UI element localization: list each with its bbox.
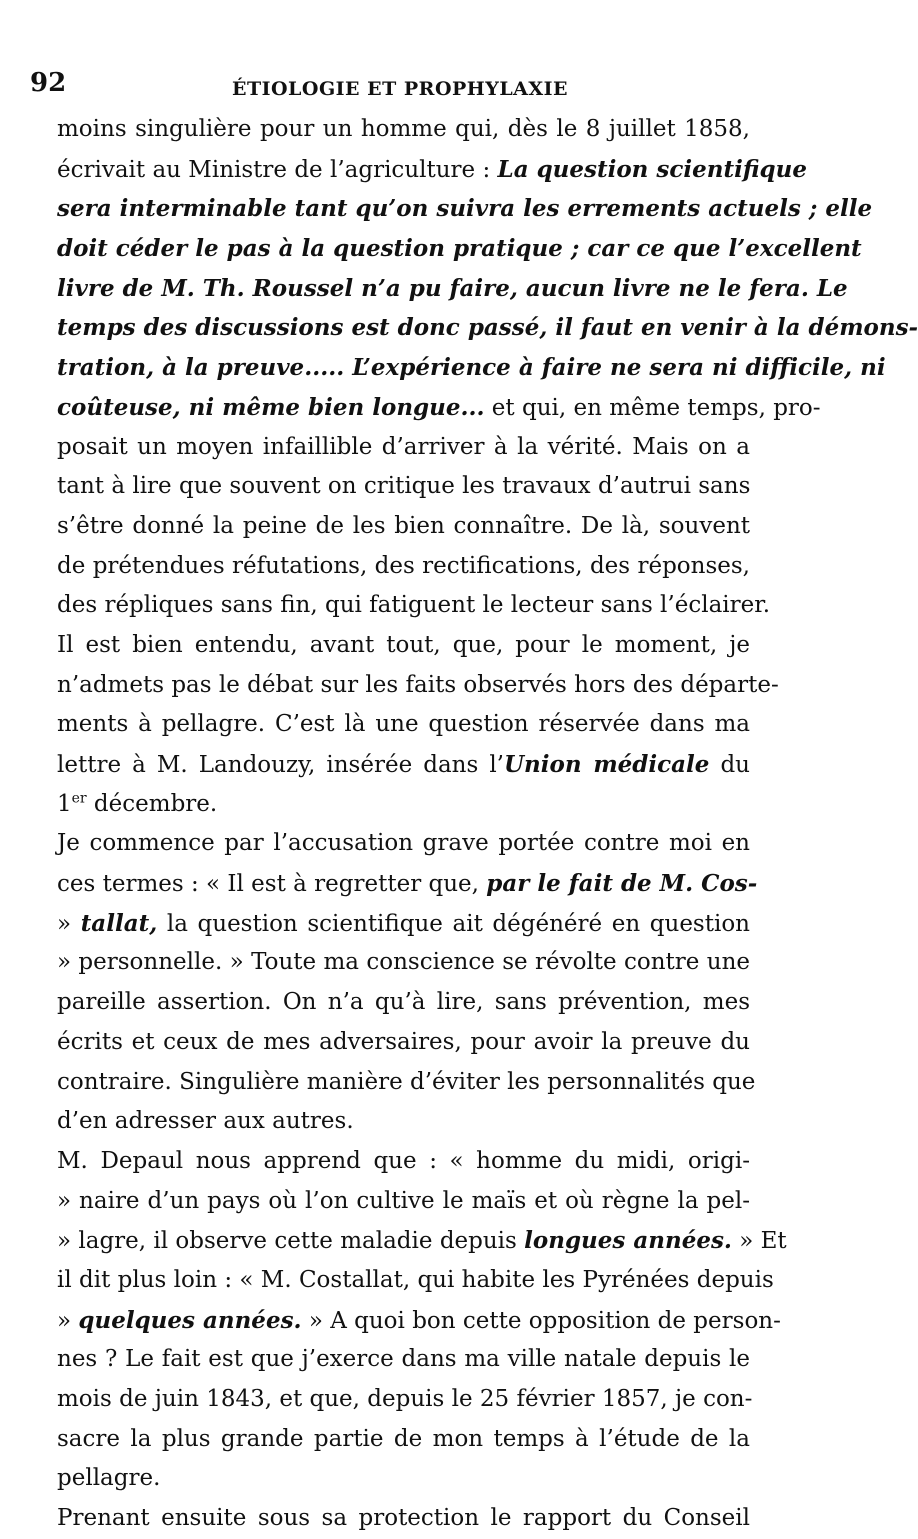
text-line	[57, 348, 886, 388]
italic-text: doit céder le pas à la question pratique ; car ce que l’excellent	[57, 235, 862, 263]
text-line	[57, 1340, 750, 1380]
italic-text: quelques années.	[78, 1306, 302, 1334]
text-segment: Il est bien entendu, avant tout, que, pour le moment, je	[57, 631, 750, 658]
text-line	[57, 705, 750, 745]
text-line	[57, 1459, 750, 1499]
text-line	[57, 388, 821, 428]
text-line	[57, 428, 750, 468]
italic-text: livre de M. Th. Roussel n’a pu faire, aucun livre ne le fera. Le	[57, 274, 848, 302]
text-line	[57, 1182, 750, 1222]
text-segment: contraire. Singulière manière d’éviter les personnalités que	[57, 1068, 756, 1095]
superscript-text: er	[71, 790, 87, 807]
text-line	[57, 1301, 781, 1341]
italic-text: temps des discussions est donc passé, il faut en venir à la démons-	[57, 314, 918, 342]
text-segment: d’en adresser aux autres.	[57, 1108, 354, 1135]
running-title: ÉTIOLOGIE ET PROPHYLAXIE	[231, 78, 569, 100]
italic-text: Union médicale	[504, 751, 710, 778]
text-segment: écrits et ceux de mes adversaires, pour avoir la preuve du	[57, 1028, 750, 1055]
text-line	[57, 269, 848, 309]
text-line	[57, 547, 750, 587]
text-line	[57, 745, 750, 785]
text-line	[57, 626, 750, 666]
text-segment: Prenant ensuite sous sa protection le rapport du Conseil	[57, 1505, 750, 1532]
text-segment: » personnelle. » Toute ma conscience se révolte contre une	[57, 949, 750, 976]
text-line	[57, 308, 918, 348]
italic-text: tallat,	[80, 909, 158, 937]
italic-text: sera interminable tant qu’on suivra les errements actuels ; elle	[57, 195, 873, 223]
text-line	[57, 824, 750, 864]
text-line	[57, 189, 873, 229]
text-line	[57, 1102, 750, 1142]
text-segment: de prétendues réfutations, des rectifications, des réponses,	[57, 552, 750, 579]
text-line	[57, 150, 807, 190]
text-segment: n’admets pas le débat sur les faits observés hors des départe-	[57, 671, 779, 698]
text-segment: M. Depaul nous apprend que : « homme du midi, origi-	[57, 1147, 750, 1174]
text-line	[57, 507, 750, 547]
text-segment: 1	[57, 790, 72, 817]
text-line	[57, 785, 750, 825]
body-text	[57, 110, 918, 1539]
italic-text: par le fait de M. Cos-	[486, 870, 758, 898]
text-segment: » A quoi bon cette opposition de person-	[301, 1307, 781, 1334]
text-segment: sacre la plus grande partie de mon temps à l’étude de la	[57, 1425, 750, 1452]
text-segment: moins singulière pour un homme qui, dès le 8 juillet 1858,	[57, 116, 750, 142]
text-line	[57, 943, 750, 983]
text-segment: il dit plus loin : « M. Costallat, qui habite les Pyrénées depuis	[57, 1266, 774, 1293]
text-segment: s’être donné la peine de les bien connaître. De là, souvent	[57, 512, 750, 539]
text-line	[57, 864, 758, 904]
text-segment: ments à pellagre. C’est là une question réservée dans ma	[57, 711, 750, 738]
page-number: 92	[30, 68, 67, 98]
text-segment: posait un moyen infaillible d’arriver à la vérité. Mais on a	[57, 433, 750, 460]
text-segment: et qui, en même temps, pro-	[484, 394, 821, 421]
text-segment: » naire d’un pays où l’on cultive le maïs et où règne la pel-	[57, 1187, 750, 1214]
text-segment: »	[57, 1307, 79, 1334]
italic-text: tration, à la preuve..... L’expérience à faire ne sera ni difficile, ni	[57, 354, 886, 382]
text-segment: décembre.	[86, 790, 218, 817]
text-segment: Je commence par l’accusation grave portée contre moi en	[57, 830, 750, 857]
text-line	[57, 904, 750, 944]
text-segment: » Et	[731, 1228, 787, 1255]
text-line	[57, 666, 779, 706]
text-segment: ces termes : « Il est à regretter que,	[57, 871, 487, 898]
text-segment: »	[57, 910, 81, 937]
italic-text: La question scientifique	[497, 155, 807, 183]
text-segment: nes ? Le fait est que j’exerce dans ma ville natale depuis le	[57, 1346, 750, 1373]
italic-text: longues années.	[524, 1227, 732, 1255]
text-line	[57, 229, 862, 269]
text-segment: pellagre.	[57, 1465, 161, 1492]
text-line	[57, 1221, 787, 1261]
text-line	[57, 1261, 774, 1301]
text-segment: la question scientifique ait dégénéré en question	[157, 910, 750, 937]
text-segment: mois de juin 1843, et que, depuis le 25 février 1857, je con-	[57, 1386, 753, 1412]
text-line	[57, 1420, 750, 1460]
text-segment: écrivait au Ministre de l’agriculture :	[57, 156, 498, 183]
text-segment: du	[709, 752, 750, 778]
text-line	[57, 1142, 750, 1182]
text-line	[57, 467, 750, 507]
text-line	[57, 586, 771, 626]
text-segment: pareille assertion. On n’a qu’à lire, sans prévention, mes	[57, 989, 750, 1016]
text-segment: tant à lire que souvent on critique les travaux d’autrui sans	[57, 473, 751, 500]
text-line	[57, 110, 750, 150]
text-segment: des répliques sans fin, qui fatiguent le lecteur sans l’éclairer.	[57, 592, 771, 619]
italic-text: coûteuse, ni même bien longue...	[57, 393, 485, 421]
text-line	[57, 983, 750, 1023]
text-line	[57, 1023, 750, 1063]
text-line	[57, 1499, 750, 1539]
text-segment: » lagre, il observe cette maladie depuis	[57, 1228, 525, 1255]
text-segment: lettre à M. Landouzy, insérée dans l’	[57, 752, 504, 778]
text-line	[57, 1063, 756, 1103]
text-line	[57, 1380, 753, 1420]
